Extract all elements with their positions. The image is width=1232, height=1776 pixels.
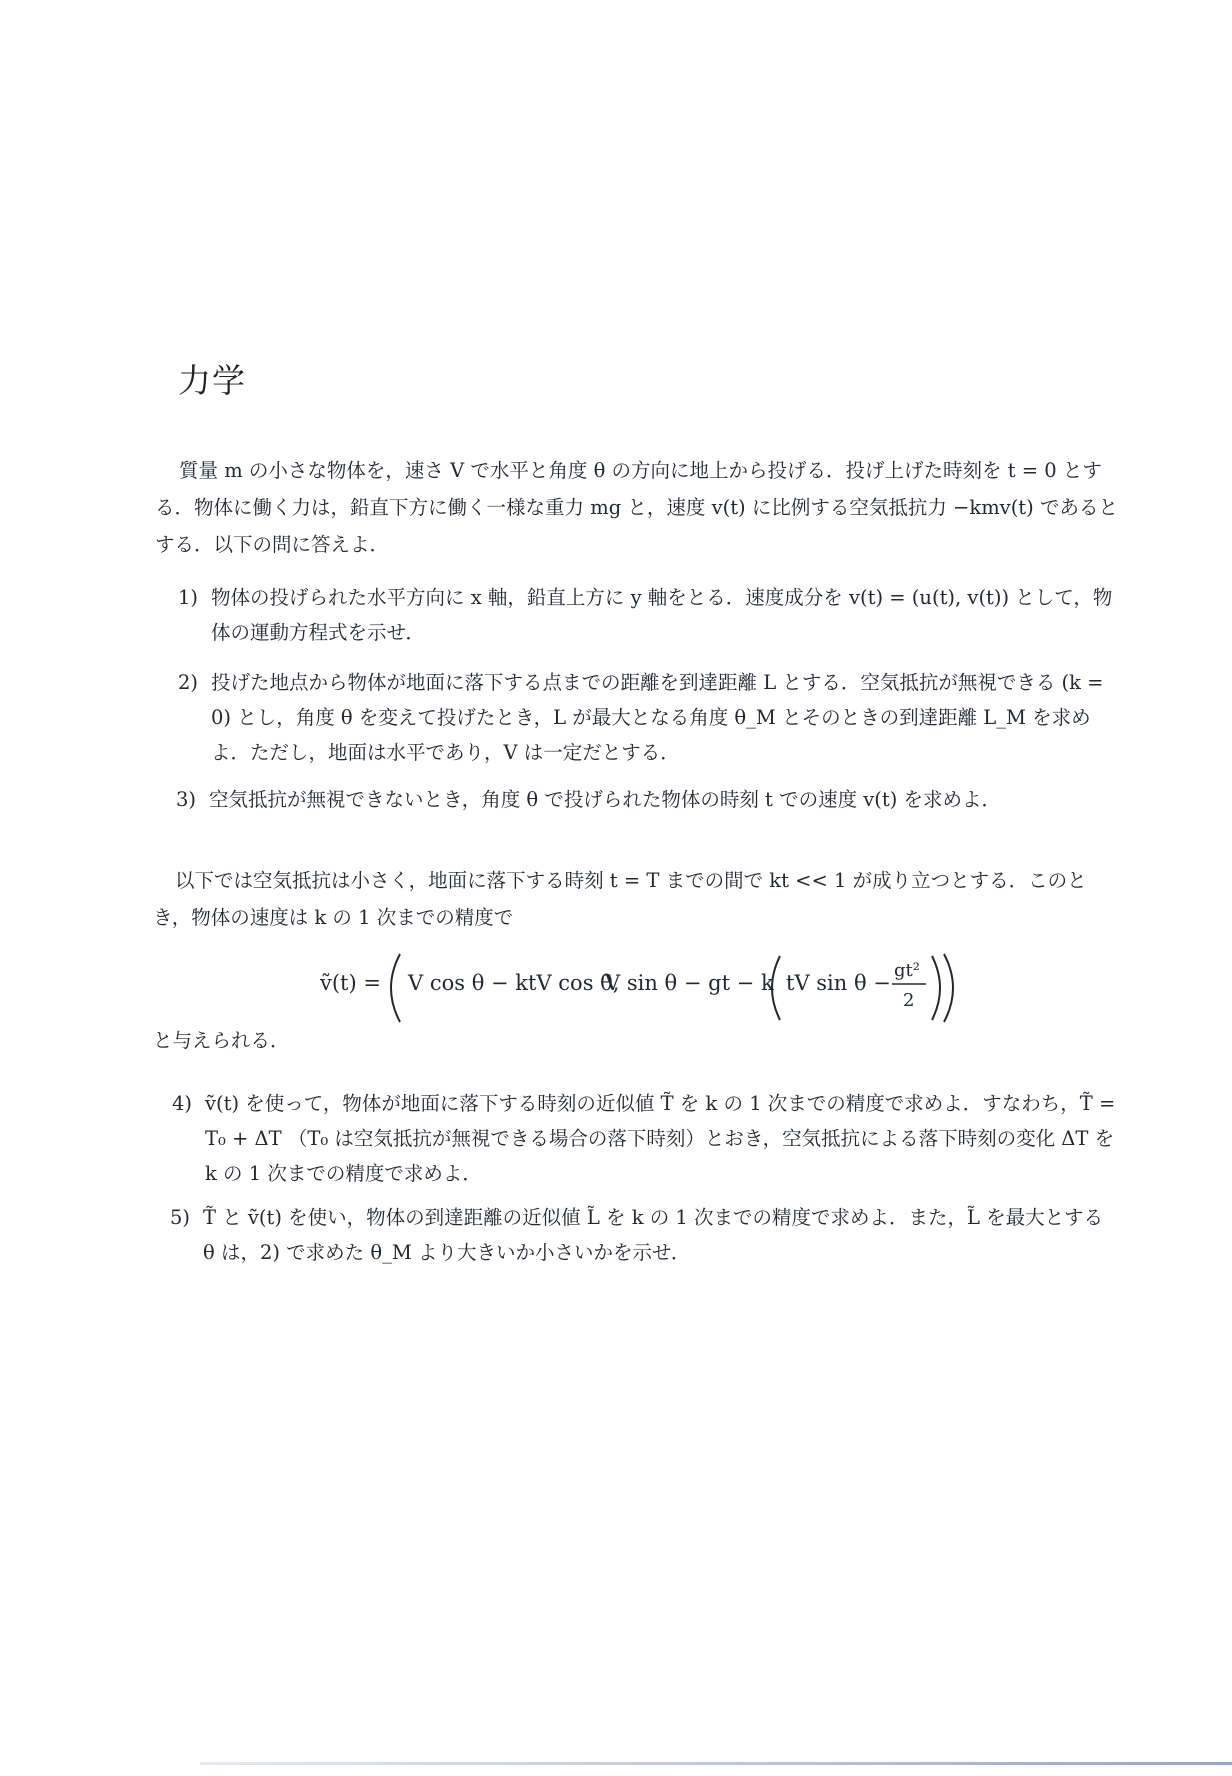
left-paren-outer (391, 954, 400, 1022)
formula-term1: V cos θ − ktV cos θ, (408, 971, 620, 995)
question-1 (178, 580, 1123, 650)
question-number: 5) (170, 1206, 191, 1229)
velocity-formula (320, 948, 960, 1028)
question-5 (170, 1200, 1115, 1270)
question-number: 1) (178, 586, 199, 609)
formula-svg (320, 948, 960, 1028)
question-2 (178, 665, 1123, 770)
question-text: ṽ(t) を使って，物体が地面に落下する時刻の近似値 T̃ を k の 1 次までの精度で求めよ．すなわち，T̃ = T₀ + ΔT （T₀ は空気抵抗が無視できる場合の落下時刻）とおき，空気抵抗による落下時刻の変化 ΔT を k の 1 次までの精度で求めよ． (205, 1092, 1116, 1185)
question-4 (172, 1086, 1117, 1191)
question-number: 3) (176, 788, 197, 811)
question-number: 2) (178, 671, 199, 694)
question-text: 空気抵抗が無視できないとき，角度 θ で投げられた物体の時刻 t での速度 v(t) を求めよ． (209, 788, 1002, 811)
page-title: 力学 (178, 361, 246, 400)
question-text: 物体の投げられた水平方向に x 軸，鉛直上方に y 軸をとる．速度成分を v(t) = (u(t), v(t)) として，物体の運動方程式を示せ． (211, 586, 1113, 644)
right-paren-outer (944, 954, 953, 1022)
fraction-denominator: 2 (903, 990, 915, 1011)
formula-term2: V sin θ − gt − k (605, 971, 774, 995)
middle-paragraph: 以下では空気抵抗は小さく，地面に落下する時刻 t = T までの間で kt << 1 が成り立つとする．このとき，物体の速度は k の 1 次までの精度で (153, 869, 1087, 929)
question-text: 投げた地点から物体が地面に落下する点までの距離を到達距離 L とする．空気抵抗が無視できる (k = 0) とし，角度 θ を変えて投げたとき，L が最大となる角度 θ_M とそのときの到達距離 L_M を求めよ．ただし，地面は水平であり，V は一定だとする． (211, 671, 1104, 764)
formula-inner: tV sin θ − (786, 971, 891, 995)
after-formula-text: と与えられる． (153, 1029, 290, 1052)
fraction-numerator: gt² (894, 960, 920, 981)
intro-paragraph: 質量 m の小さな物体を，速さ V で水平と角度 θ の方向に地上から投げる．投げ上げた時刻を t = 0 とする．物体に働く力は，鉛直下方に働く一様な重力 mg と，速度 v(t) に比例する空気抵抗力 −kmv(t) であるとする．以下の問に答えよ． (155, 459, 1118, 556)
scan-edge-line (200, 1762, 1232, 1765)
right-paren-inner (932, 956, 940, 1020)
formula-lhs: ṽ(t) = (320, 971, 381, 995)
question-3 (176, 782, 1121, 817)
question-number: 4) (172, 1092, 193, 1115)
question-text: T̃ と ṽ(t) を使い，物体の到達距離の近似値 L̃ を k の 1 次までの精度で求めよ．また，L̃ を最大とする θ は，2) で求めた θ_M より大きいか小さいかを示せ． (203, 1206, 1104, 1264)
